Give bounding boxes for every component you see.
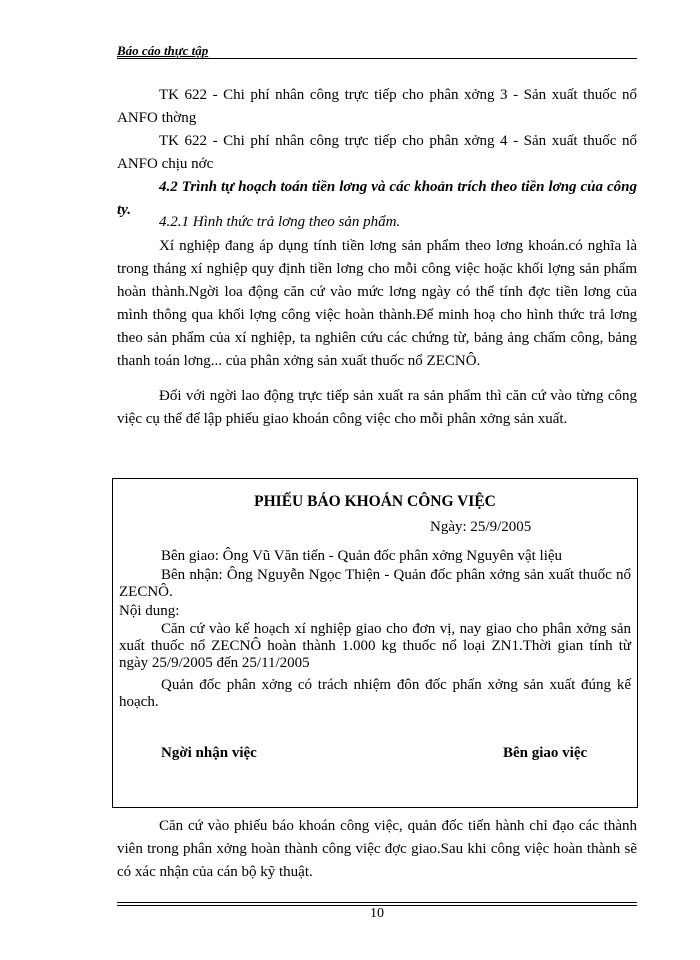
form-ben-giao: Bên giao: Ông Vũ Văn tiến - Quản đốc phân xởng Nguyên vật liệu: [161, 548, 563, 564]
form-date: Ngày: 25/9/2005: [430, 519, 532, 535]
header-rule: [117, 58, 637, 59]
form-title: PHIẾU BÁO KHOÁN CÔNG VIỆC: [254, 493, 496, 510]
signature-giver: Bên giao việc: [503, 745, 588, 761]
paragraph-body-1: Xí nghiệp đang áp dụng tính tiền lơng sản phẩm theo lơng khoán.có nghĩa là trong tháng xí nghiệp quy định tiền lơng cho mỗi công việc hoặc khối lợng sản phẩm hoàn thành.Ngời loa động căn cứ vào mức lơng ngày có thể tính đợc tiền lơng của mình thông qua khối lợng công việc hoàn thành.Để minh hoạ cho hình thức trả lơng theo sản phẩm của xí nghiệp, ta nghiên cứu các chứng từ, bảng ảng chấm công, bảng thanh toán lơng... của phân xởng sản xuất thuốc nổ ZECNÔ.: [117, 238, 637, 369]
header-title: Báo cáo thực tập: [117, 43, 209, 58]
page-number: 10: [370, 906, 384, 921]
form-ben-nhan: Bên nhận: Ông Nguyễn Ngọc Thiện - Quản đốc phân xởng sản xuất thuốc nổ ZECNÔ.: [119, 567, 631, 600]
form-content-1: Căn cứ vào kế hoạch xí nghiệp giao cho đơn vị, nay giao cho phân xởng sản xuất thuốc nổ ZECNÔ hoàn thành 1.000 kg thuốc nổ loại ZN1.Thời gian tính từ ngày 25/9/2005 đến 25/11/2005: [119, 621, 631, 671]
subsection-heading: 4.2.1 Hình thức trả lơng theo sản phẩm.: [159, 214, 401, 230]
signature-receiver: Ngời nhận việc: [161, 745, 257, 761]
form-content-label: Nội dung:: [119, 603, 180, 619]
section-heading: 4.2 Trình tự hoạch toán tiền lơng và các khoản trích theo tiền lơng của công ty.: [117, 179, 637, 218]
paragraph-body-3: Căn cứ vào phiếu báo khoán công việc, quản đốc tiến hành chỉ đạo các thành viên trong phân xởng hoàn thành công việc đợc giao.Sau khi công việc hoàn thành sẽ có xác nhận của cán bộ kỹ thuật.: [117, 818, 637, 880]
work-order-form: [112, 478, 638, 808]
paragraph-body-2: Đối với ngời lao động trực tiếp sản xuất ra sản phẩm thì căn cứ vào từng công việc cụ thể để lập phiếu giao khoán công việc cho mỗi phân xởng sản xuất.: [117, 388, 637, 427]
paragraph-tk-622-workshop-3: TK 622 - Chi phí nhân công trực tiếp cho phân xởng 3 - Sản xuất thuốc nổ ANFO thờng: [117, 87, 637, 126]
paragraph-tk-622-workshop-4: TK 622 - Chi phí nhân công trực tiếp cho phân xởng 4 - Sản xuất thuốc nổ ANFO chịu nớc: [117, 133, 637, 172]
form-content-2: Quản đốc phân xởng có trách nhiệm đôn đốc phấn xởng sản xuất đúng kế hoạch.: [119, 677, 631, 710]
footer-rule-top: [117, 902, 637, 903]
